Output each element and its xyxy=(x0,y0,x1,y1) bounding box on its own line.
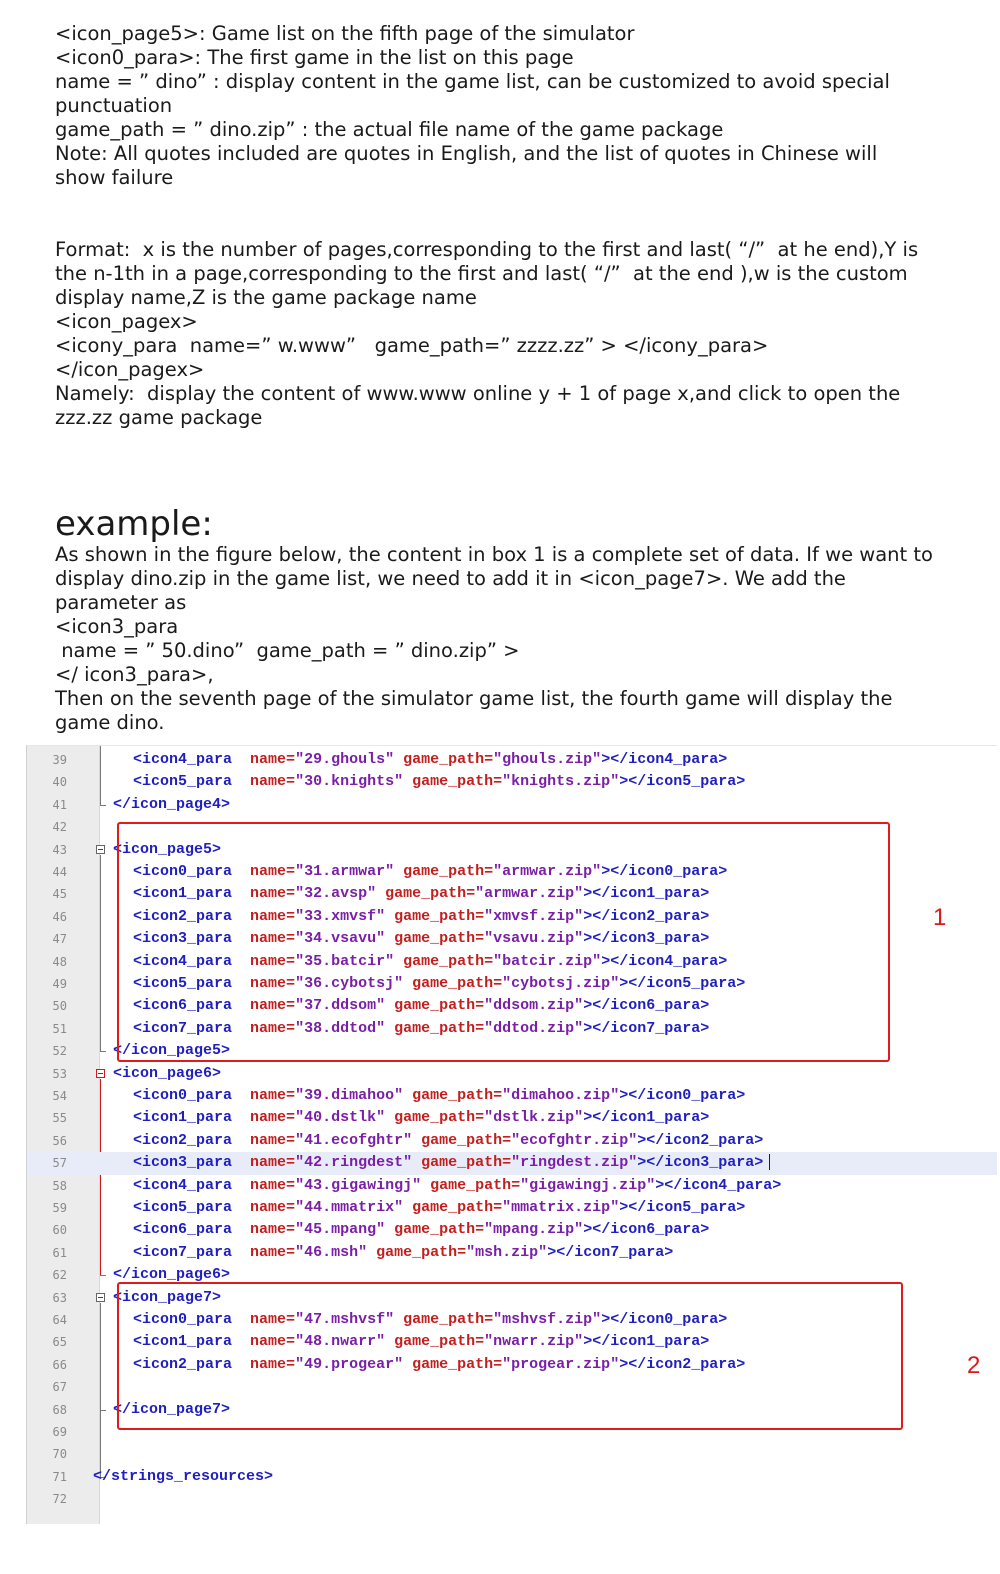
game-path-value: xmvsf.zip xyxy=(493,907,575,925)
element-tag: icon1_para xyxy=(142,885,233,903)
line-number: 40 xyxy=(52,775,67,790)
example-line: name = ” 50.dino” game_path = ” dino.zip” > xyxy=(55,639,520,662)
game-path-value: armwar.zip xyxy=(484,885,575,903)
code-line xyxy=(27,749,997,771)
game-name-value: 40.dstlk xyxy=(304,1109,377,1127)
code-text: <icon2_para name="41.ecofghtr" game_path="ecofghtr.zip"></icon2_para> xyxy=(133,1131,764,1149)
line-number: 54 xyxy=(52,1089,67,1103)
line-number: 66 xyxy=(52,1357,67,1372)
element-tag: icon3_para xyxy=(610,930,701,948)
tag-text: </icon_page4> xyxy=(113,795,231,813)
game-path-value: msh.zip xyxy=(475,1243,539,1261)
example-line: <icon3_para xyxy=(55,615,179,638)
game-name-value: 39.dimahoo xyxy=(304,1087,395,1104)
code-line xyxy=(27,1242,997,1264)
code-line xyxy=(27,1107,997,1129)
element-tag: icon5_para xyxy=(142,1199,233,1216)
code-line xyxy=(27,1152,997,1174)
line-number: 48 xyxy=(52,954,67,969)
element-tag: icon2_para xyxy=(610,907,701,925)
intro-section xyxy=(55,22,955,190)
code-text xyxy=(113,794,230,816)
intro-line: Note: All quotes included are quotes in English, and the list of quotes in Chinese will xyxy=(55,142,878,165)
format-line: the n-1th in a page,corresponding to the first and last( “/” at the end ),w is the custom xyxy=(55,262,908,285)
element-tag: icon1_para xyxy=(610,1109,701,1127)
code-line xyxy=(27,1175,997,1197)
intro-line: name = ” dino” : display content in the game list, can be customized to avoid special xyxy=(55,70,890,93)
element-tag: icon2_para xyxy=(646,1355,737,1373)
tag-text: <icon_page7> xyxy=(113,1288,222,1306)
code-text: <icon2_para name="49.progear" game_path="progear.zip"></icon2_para> xyxy=(133,1355,746,1373)
element-tag: icon5_para xyxy=(646,1199,737,1216)
game-name-value: 30.knights xyxy=(304,773,395,791)
code-text: <icon6_para name="45.mpang" game_path="mpang.zip"></icon6_para> xyxy=(133,1221,710,1239)
game-name-value: 43.gigawingj xyxy=(304,1176,413,1194)
line-number: 57 xyxy=(52,1156,67,1171)
element-tag: icon6_para xyxy=(142,1221,233,1239)
game-name-value: 29.ghouls xyxy=(304,751,386,768)
game-path-value: dstlk.zip xyxy=(493,1109,575,1127)
game-name-value: 42.ringdest xyxy=(304,1154,404,1172)
code-line xyxy=(27,1488,997,1510)
example-text xyxy=(55,543,955,735)
line-number: 43 xyxy=(52,842,67,857)
game-path-value: ddsom.zip xyxy=(493,997,575,1015)
element-tag: icon0_para xyxy=(628,863,719,880)
code-line xyxy=(27,1130,997,1152)
code-line xyxy=(27,771,997,793)
line-number: 58 xyxy=(52,1178,67,1193)
example-line: Then on the seventh page of the simulator game list, the fourth game will display the xyxy=(55,687,893,710)
code-line xyxy=(27,1219,997,1241)
line-number: 62 xyxy=(52,1268,67,1283)
game-path-value: vsavu.zip xyxy=(493,930,575,948)
intro-line: <icon_page5>: Game list on the fifth page of the simulator xyxy=(55,22,635,45)
line-number: 49 xyxy=(52,977,67,991)
game-path-value: cybotsj.zip xyxy=(511,975,611,992)
code-text: <icon2_para name="33.xmvsf" game_path="xmvsf.zip"></icon2_para> xyxy=(133,907,710,925)
tag-text: </icon_page7> xyxy=(113,1400,231,1418)
highlight-box-2 xyxy=(117,1282,903,1430)
element-tag: icon6_para xyxy=(610,997,701,1015)
game-name-value: 36.cybotsj xyxy=(304,975,395,992)
code-line xyxy=(27,1063,997,1085)
code-text: <icon7_para name="46.msh" game_path="msh.zip"></icon7_para> xyxy=(133,1243,674,1261)
code-text: <icon3_para name="34.vsavu" game_path="vsavu.zip"></icon3_para> xyxy=(133,930,710,948)
element-tag: icon4_para xyxy=(628,952,719,970)
code-text: <icon4_para name="29.ghouls" game_path="ghouls.zip"></icon4_para> xyxy=(133,751,728,768)
tag-text: <icon_page5> xyxy=(113,840,222,858)
code-text: <icon0_para name="31.armwar" game_path="armwar.zip"></icon0_para> xyxy=(133,863,728,880)
game-name-value: 35.batcir xyxy=(304,952,386,970)
box-label-2: 2 xyxy=(967,1352,981,1379)
element-tag: icon3_para xyxy=(142,1154,233,1172)
element-tag: icon2_para xyxy=(142,907,233,925)
example-heading: example: xyxy=(55,504,213,544)
element-tag: icon4_para xyxy=(142,1176,233,1194)
line-number: 52 xyxy=(52,1044,67,1059)
line-number: 65 xyxy=(52,1335,67,1350)
line-number: 44 xyxy=(52,865,67,879)
format-section xyxy=(55,238,955,430)
code-text: <icon3_para name="42.ringdest" game_path="ringdest.zip"></icon3_para> xyxy=(133,1152,770,1174)
element-tag: icon0_para xyxy=(142,1311,233,1328)
element-tag: icon0_para xyxy=(142,1087,233,1104)
code-text xyxy=(113,1063,221,1085)
box-label-1: 1 xyxy=(933,904,947,931)
game-name-value: 47.mshvsf xyxy=(304,1311,386,1328)
element-tag: icon0_para xyxy=(628,1311,719,1328)
intro-line: game_path = ” dino.zip” : the actual file name of the game package xyxy=(55,118,724,141)
game-name-value: 34.vsavu xyxy=(304,930,377,948)
element-tag: icon4_para xyxy=(142,952,233,970)
code-text: <icon5_para name="44.mmatrix" game_path="mmatrix.zip"></icon5_para> xyxy=(133,1199,746,1216)
intro-line: show failure xyxy=(55,166,174,189)
element-tag: icon5_para xyxy=(142,975,233,992)
format-line: <icony_para name=” w.www” game_path=” zzzz.zz” > </icony_para> xyxy=(55,334,769,357)
example-line: parameter as xyxy=(55,591,187,614)
element-tag: icon4_para xyxy=(142,751,233,768)
game-name-value: 44.mmatrix xyxy=(304,1199,395,1216)
example-line: display dino.zip in the game list, we need to add it in <icon_page7>. We add the xyxy=(55,567,846,590)
element-tag: icon0_para xyxy=(142,863,233,880)
element-tag: icon1_para xyxy=(610,885,701,903)
game-name-value: 33.xmvsf xyxy=(304,907,377,925)
format-line: </icon_pagex> xyxy=(55,358,205,381)
tag-text: </icon_page5> xyxy=(113,1042,231,1060)
code-line xyxy=(27,1443,997,1465)
tag-text: <icon_page6> xyxy=(113,1064,222,1082)
line-number: 45 xyxy=(52,887,67,902)
line-number: 69 xyxy=(52,1425,67,1439)
game-path-value: armwar.zip xyxy=(502,863,593,880)
code-text: <icon6_para name="37.ddsom" game_path="ddsom.zip"></icon6_para> xyxy=(133,997,710,1015)
game-path-value: mshvsf.zip xyxy=(502,1311,593,1328)
line-number: 53 xyxy=(52,1066,67,1081)
game-path-value: knights.zip xyxy=(511,773,611,791)
element-tag: icon4_para xyxy=(628,751,719,768)
example-section xyxy=(55,505,955,735)
code-text: <icon5_para name="36.cybotsj" game_path="cybotsj.zip"></icon5_para> xyxy=(133,975,746,992)
element-tag: icon6_para xyxy=(610,1221,701,1239)
code-line xyxy=(27,794,997,816)
format-line: Namely: display the content of www.www online y + 1 of page x,and click to open the xyxy=(55,382,901,405)
line-number: 70 xyxy=(52,1447,67,1462)
line-number: 51 xyxy=(52,1021,67,1036)
element-tag: icon3_para xyxy=(664,1154,755,1172)
game-name-value: 38.ddtod xyxy=(304,1019,377,1037)
game-name-value: 48.nwarr xyxy=(304,1333,377,1351)
line-number: 59 xyxy=(52,1201,67,1215)
game-name-value: 32.avsp xyxy=(304,885,368,903)
line-number: 41 xyxy=(52,797,67,812)
code-text: <icon0_para name="47.mshvsf" game_path="mshvsf.zip"></icon0_para> xyxy=(133,1311,728,1328)
format-line: zzz.zz game package xyxy=(55,406,263,429)
element-tag: icon5_para xyxy=(142,773,233,791)
example-line: game dino. xyxy=(55,711,165,734)
format-line: Format: x is the number of pages,corresponding to the first and last( “/” at he end),Y is xyxy=(55,238,919,261)
line-number: 63 xyxy=(52,1290,67,1305)
game-path-value: gigawingj.zip xyxy=(529,1176,647,1194)
game-path-value: mpang.zip xyxy=(493,1221,575,1239)
line-number: 42 xyxy=(52,820,67,835)
game-path-value: nwarr.zip xyxy=(493,1333,575,1351)
code-line xyxy=(27,1197,997,1219)
line-number: 55 xyxy=(52,1111,67,1126)
element-tag: icon4_para xyxy=(682,1176,773,1194)
game-name-value: 37.ddsom xyxy=(304,997,377,1015)
text-caret xyxy=(769,1154,770,1170)
code-editor-screenshot xyxy=(26,745,997,1524)
game-path-value: ringdest.zip xyxy=(520,1154,629,1172)
element-tag: icon7_para xyxy=(142,1019,233,1037)
line-number: 64 xyxy=(52,1313,67,1327)
line-number: 67 xyxy=(52,1380,67,1395)
intro-line: punctuation xyxy=(55,94,173,117)
line-number: 60 xyxy=(52,1223,67,1238)
element-tag: icon1_para xyxy=(142,1333,233,1351)
tag-text: </strings_resources> xyxy=(93,1467,274,1485)
line-number: 50 xyxy=(52,999,67,1014)
element-tag: icon2_para xyxy=(664,1131,755,1149)
line-number: 47 xyxy=(52,932,67,947)
element-tag: icon1_para xyxy=(610,1333,701,1351)
code-text: <icon4_para name="35.batcir" game_path="batcir.zip"></icon4_para> xyxy=(133,952,728,970)
line-number: 61 xyxy=(52,1245,67,1260)
game-name-value: 46.msh xyxy=(304,1243,359,1261)
line-number: 72 xyxy=(52,1492,67,1507)
example-line: As shown in the figure below, the content in box 1 is a complete set of data. If we want to xyxy=(55,543,933,566)
game-path-value: ghouls.zip xyxy=(502,751,593,768)
game-path-value: ecofghtr.zip xyxy=(520,1131,629,1149)
element-tag: icon1_para xyxy=(142,1109,233,1127)
code-text: <icon7_para name="38.ddtod" game_path="ddtod.zip"></icon7_para> xyxy=(133,1019,710,1037)
game-path-value: progear.zip xyxy=(511,1355,611,1373)
code-text: <icon1_para name="40.dstlk" game_path="dstlk.zip"></icon1_para> xyxy=(133,1109,710,1127)
code-text: <icon1_para name="48.nwarr" game_path="nwarr.zip"></icon1_para> xyxy=(133,1333,710,1351)
line-number: 71 xyxy=(52,1469,67,1484)
game-path-value: ddtod.zip xyxy=(493,1019,575,1037)
format-line: <icon_pagex> xyxy=(55,310,198,333)
game-name-value: 45.mpang xyxy=(304,1221,377,1239)
element-tag: icon3_para xyxy=(142,930,233,948)
element-tag: icon5_para xyxy=(646,773,737,791)
code-line xyxy=(27,1466,997,1488)
highlight-box-1 xyxy=(117,822,890,1062)
line-number: 39 xyxy=(52,753,67,767)
line-number: 46 xyxy=(52,909,67,924)
intro-line: <icon0_para>: The first game in the list on this page xyxy=(55,46,574,69)
element-tag: icon0_para xyxy=(646,1087,737,1104)
game-name-value: 31.armwar xyxy=(304,863,386,880)
code-text xyxy=(93,1466,273,1488)
example-line: </ icon3_para>, xyxy=(55,663,214,686)
element-tag: icon6_para xyxy=(142,997,233,1015)
format-line: display name,Z is the game package name xyxy=(55,286,477,309)
game-path-value: dimahoo.zip xyxy=(511,1087,611,1104)
line-number: 56 xyxy=(52,1133,67,1148)
code-text: <icon4_para name="43.gigawingj" game_path="gigawingj.zip"></icon4_para> xyxy=(133,1176,782,1194)
game-path-value: batcir.zip xyxy=(502,952,593,970)
line-number: 68 xyxy=(52,1402,67,1417)
game-path-value: mmatrix.zip xyxy=(511,1199,611,1216)
code-text: <icon1_para name="32.avsp" game_path="armwar.zip"></icon1_para> xyxy=(133,885,710,903)
code-line xyxy=(27,1085,997,1107)
element-tag: icon2_para xyxy=(142,1131,233,1149)
tag-text: </icon_page6> xyxy=(113,1266,231,1284)
game-name-value: 49.progear xyxy=(304,1355,395,1373)
element-tag: icon2_para xyxy=(142,1355,233,1373)
element-tag: icon7_para xyxy=(610,1019,701,1037)
element-tag: icon7_para xyxy=(574,1243,665,1261)
game-name-value: 41.ecofghtr xyxy=(304,1131,404,1149)
code-text: <icon0_para name="39.dimahoo" game_path="dimahoo.zip"></icon0_para> xyxy=(133,1087,746,1104)
element-tag: icon7_para xyxy=(142,1243,233,1261)
code-text: <icon5_para name="30.knights" game_path="knights.zip"></icon5_para> xyxy=(133,773,746,791)
element-tag: icon5_para xyxy=(646,975,737,992)
